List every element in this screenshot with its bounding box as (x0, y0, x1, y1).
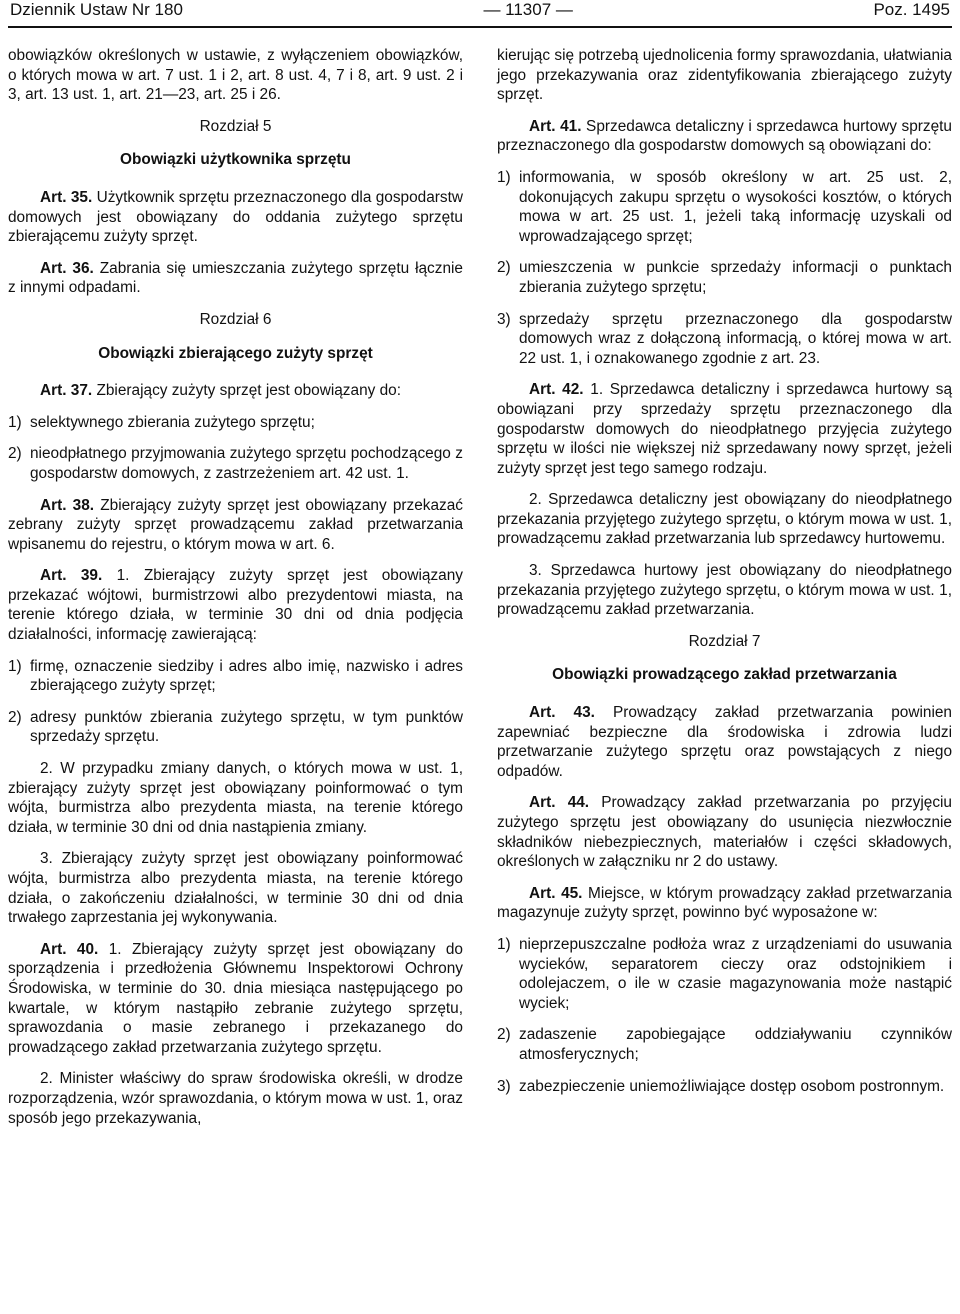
text-columns (8, 46, 952, 1140)
position-number: Poz. 1495 (873, 0, 950, 19)
page-header (8, 0, 952, 28)
article-text: Prowadzący zakład przetwarzania powinien zapewniać bezpieczne dla środowiska i zdrowia ludzi przetwarzanie zużytego sprzętu oraz powstających z niego odpadów. (497, 704, 952, 780)
article-text: Miejsce, w którym prowadzący zakład przetwarzania magazynuje zużyty sprzęt, powinno być wyposażone w: (497, 884, 952, 922)
article-number: Art. 39. (40, 567, 103, 585)
article-42 (497, 380, 952, 478)
item-number: 1) (8, 413, 22, 431)
item-text: nieprzepuszczalne podłoża wraz z urządzeniami do usuwania wycieków, separatorem cieczy oraz odstojnikiem i odolejaczem, o ile w czasie magazynowania może nastąpić wyciek; (519, 935, 952, 1012)
article-41 (497, 117, 952, 156)
journal-title: Dziennik Ustaw Nr 180 (10, 0, 183, 19)
list-item (497, 258, 952, 297)
item-number: 2) (8, 445, 22, 463)
chapter-heading: Obowiązki prowadzącego zakład przetwarzania (552, 666, 897, 684)
paragraph: 2. Minister właściwy do spraw środowiska określi, w drodze rozporządzenia, wzór sprawozdania, o którym mowa w ust. 1, oraz sposób jego przekazywania, (8, 1070, 463, 1127)
item-text: zadaszenie zapobiegające oddziaływaniu czynników atmosferycznych; (519, 1026, 952, 1063)
article-text: Użytkownik sprzętu przeznaczonego dla gospodarstw domowych jest obowiązany do oddania zużytego sprzętu zbierającemu zużyty sprzęt. (8, 188, 463, 246)
article-text: Zbierający zużyty sprzęt jest obowiązany do: (92, 382, 401, 400)
item-text: selektywnego zbierania zużytego sprzętu; (30, 413, 315, 431)
list-item (497, 168, 952, 246)
article-text: Prowadzący zakład przetwarzania po przyjęciu zużytego sprzętu jest obowiązany do usunięcia niezwłocznie składników niebezpiecznych, materiałów i części składowych, określonych w załączniku nr 2 do ustawy. (497, 794, 952, 871)
page-number: — 11307 — (483, 0, 573, 19)
article-text: Sprzedawca detaliczny i sprzedawca hurtowy sprzętu przeznaczonego dla gospodarstw domowych są obowiązani do: (497, 117, 952, 155)
article-35 (8, 188, 463, 247)
item-text: nieodpłatnego przyjmowania zużytego sprzętu pochodzącego z gospodarstw domowych, z zastrzeżeniem art. 42 ust. 1. (30, 445, 463, 482)
item-text: umieszczenia w punkcie sprzedaży informacji o punktach zbierania zużytego sprzętu; (519, 259, 952, 296)
right-column (497, 46, 952, 1140)
article-number: Art. 35. (40, 188, 93, 206)
chapter-heading: Obowiązki zbierającego zużyty sprzęt (98, 344, 373, 362)
article-number: Art. 37. (40, 382, 93, 400)
article-number: Art. 43. (529, 704, 595, 722)
item-number: 1) (8, 657, 22, 675)
item-text: sprzedaży sprzętu przeznaczonego dla gospodarstw domowych wraz z dołączoną informacją, o której mowa w art. 22 ust. 1, i oznakowanego zgodnie z art. 23. (519, 310, 952, 367)
article-text: 1. Zbierający zużyty sprzęt jest obowiązany do sporządzenia i przedłożenia Głównemu Inspektorowi Ochrony Środowiska, w terminie do 30. dnia miesiąca następującego po kwartale, w którym nastąpiło zebranie zużytego sprzętu, sprawozdania o masie zebranego i przekazanego do prowadzącego zakład przetwarzania zużytego sprzętu. (8, 940, 463, 1056)
article-36 (8, 259, 463, 298)
paragraph: obowiązków określonych w ustawie, z wyłączeniem obowiązków, o których mowa w art. 7 ust. 1 i 2, art. 8 ust. 4, 7 i 8, art. 9 ust. 2 i 3, art. 13 ust. 1, art. 21—23, art. 25 i 26. (8, 47, 463, 104)
article-44 (497, 793, 952, 871)
article-text: 1. Sprzedawca detaliczny i sprzedawca hurtowy są obowiązani przy sprzedaży sprzętu przeznaczonego dla gospodarstw domowych do nieodpłatnego przyjęcia zużytego sprzętu w ilości nie większej niż sprzedawany nowy sprzęt, jeżeli zużyty sprzęt jest tego samego rodzaju. (497, 381, 952, 477)
paragraph: 3. Zbierający zużyty sprzęt jest obowiązany poinformować wójta, burmistrza albo prezydenta miasta, na terenie którego działa, o zakończeniu działalności, w terminie 30 dni od dnia trwałego zaprzestania jej wykonywania. (8, 850, 463, 927)
item-number: 2) (8, 708, 22, 726)
article-number: Art. 36. (40, 259, 94, 277)
chapter-label: Rozdział 5 (199, 117, 272, 135)
article-37 (8, 381, 463, 401)
article-number: Art. 44. (529, 794, 590, 812)
chapter-heading: Obowiązki użytkownika sprzętu (120, 151, 351, 169)
article-39 (8, 566, 463, 644)
article-number: Art. 42. (529, 381, 584, 399)
item-number: 1) (497, 935, 511, 953)
list-item (497, 935, 952, 1013)
list-item (497, 1025, 952, 1064)
item-text: informowania, w sposób określony w art. 25 ust. 2, dokonujących zakupu sprzętu o wysokości kosztów, o których mowa w art. 25 ust. 1, jeżeli taką informację uzyskali od wprowadzającego sprzęt; (519, 168, 952, 245)
list-item (497, 310, 952, 369)
chapter-label: Rozdział 6 (199, 310, 272, 328)
paragraph: 2. Sprzedawca detaliczny jest obowiązany do nieodpłatnego przekazania przyjętego zużytego sprzętu, o którym mowa w ust. 1, prowadzącemu zakład przetwarzania lub sprzedawcy hurtowemu. (497, 491, 952, 548)
item-number: 2) (497, 259, 511, 277)
left-column (8, 46, 463, 1140)
list-item (8, 708, 463, 747)
list-item (8, 657, 463, 696)
item-number: 1) (497, 168, 511, 186)
paragraph: 2. W przypadku zmiany danych, o których mowa w ust. 1, zbierający zużyty sprzęt jest obowiązany poinformować o tym wójta, burmistrza albo prezydenta miasta, na terenie którego działa, w terminie 30 dni od dnia nastąpienia zmiany. (8, 760, 463, 836)
article-text: Zabrania się umieszczania zużytego sprzętu łącznie z innymi odpadami. (8, 259, 463, 297)
article-45 (497, 884, 952, 923)
article-40 (8, 940, 463, 1058)
list-item (8, 413, 463, 433)
item-number: 3) (497, 1077, 511, 1095)
article-text: 1. Zbierający zużyty sprzęt jest obowiązany przekazać wójtowi, burmistrzowi albo prezydentowi miasta, na terenie którego działa, w terminie 30 dni od dnia podjęcia działalności, informację zawierającą: (8, 567, 463, 644)
item-text: zabezpieczenie uniemożliwiające dostęp osobom postronnym. (519, 1077, 945, 1095)
article-43 (497, 703, 952, 781)
item-text: firmę, oznaczenie siedziby i adres albo imię, nazwisko i adres zbierającego zużyty sprzęt; (30, 657, 463, 695)
item-text: adresy punktów zbierania zużytego sprzętu, w tym punktów sprzedaży sprzętu. (30, 708, 463, 746)
paragraph: 3. Sprzedawca hurtowy jest obowiązany do nieodpłatnego przekazania przyjętego zużytego sprzętu, o którym mowa w ust. 1, prowadzącemu zakład przetwarzania. (497, 562, 952, 619)
list-item (8, 444, 463, 483)
article-number: Art. 41. (529, 117, 582, 135)
list-item (497, 1077, 952, 1097)
paragraph: kierując się potrzebą ujednolicenia formy sprawozdania, ułatwiania jego przekazywania oraz zidentyfikowania zbierającego zużyty sprzęt. (497, 47, 952, 104)
item-number: 2) (497, 1026, 511, 1044)
article-number: Art. 45. (529, 884, 583, 902)
article-38 (8, 496, 463, 555)
chapter-label: Rozdział 7 (688, 632, 761, 650)
item-number: 3) (497, 310, 511, 328)
article-text: Zbierający zużyty sprzęt jest obowiązany przekazać zebrany zużyty sprzęt prowadzącemu zakład przetwarzania wpisanemu do rejestru, o którym mowa w art. 6. (8, 496, 463, 553)
article-number: Art. 40. (40, 940, 99, 958)
article-number: Art. 38. (40, 496, 95, 514)
